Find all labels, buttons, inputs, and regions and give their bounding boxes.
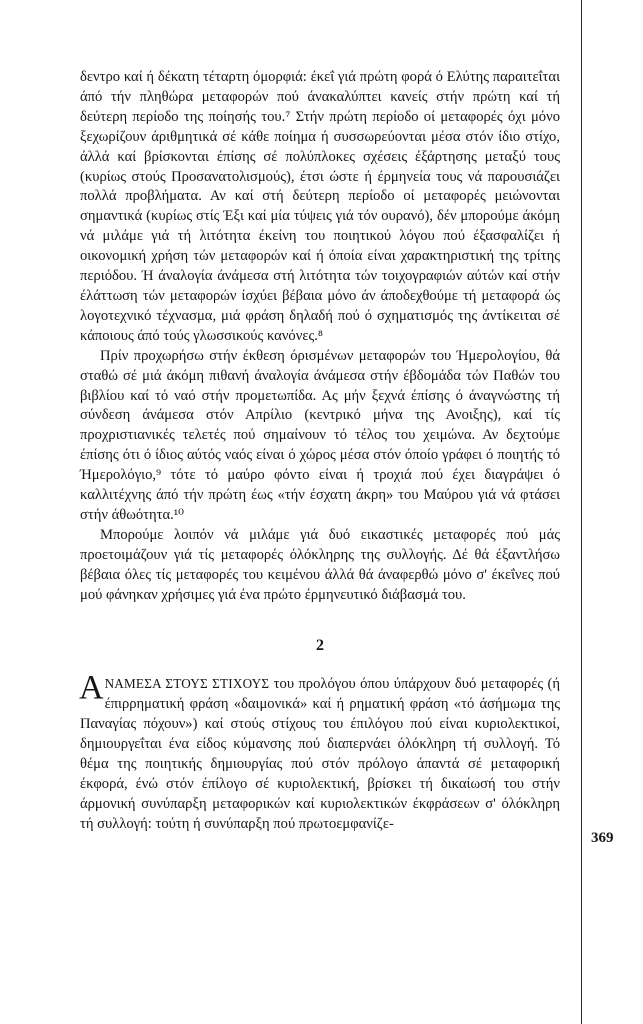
text-column	[80, 68, 560, 835]
paragraph-3: Μπορούμε λοιπόν νά μιλάμε γιά δυό εικαστικές μεταφορές πού μάς προετοιμάζουν γιά τίς μεταφορές όλόκληρης της συλλογής. Δέ θά έξαντλήσω βέβαια όλες τίς μεταφορές του κειμένου άλλά θά άναφερθώ μόνο σ' έκεΐνες πού μού φάνηκαν χρήσιμες γιά ένα πρώτο έρμηνευτικό διάβασμά του.	[80, 526, 560, 603]
page-number: 369	[591, 830, 614, 846]
paragraph-2: Πρίν προχωρήσω στήν έκθεση όρισμένων μεταφορών του Ήμερολογίου, θά σταθώ σέ μιά άκόμη πιθανή άναλογία άνάμεσα στήν έβδομάδα τών Παθών του βιβλίου καί τό ναό στήν προμετωπίδα. Ας μήν ξεχνά έπίσης ό άναγνώστης τή σύνδεση άνάμεσα στόν Απρίλιο (κεντρικό μήνα της Ανοιξης), καί τίς προχριστιανικές τελετές πού σημαίνουν τό τέλος του χειμώνα. Αν δεχτούμε έπίσης ότι ό ίδιος αύτός ναός είναι ό χώρος μέσα στόν όποίο γράφει ό ποιητής τό Ήμερολόγιο,⁹ τότε τό μαύρο φόντο είναι ή τροχιά πού έχει διαγράψει ό καλλιτέχνης άπό τήν πρώτη έως «τήν έσχατη άκρη» του Μαύρου γιά νά φτάσει στήν άθωότητα.¹⁰	[80, 347, 560, 523]
drop-cap: Α	[79, 669, 104, 707]
small-caps-lead: ΝΑΜΕΣΑ ΣΤΟΥΣ ΣΤΙΧΟΥΣ	[104, 676, 270, 692]
margin-rule	[581, 0, 582, 1024]
paragraph-1: δεντρο καί ή δέκατη τέταρτη όμορφιά: έκεΐ γιά πρώτη φορά ό Ελύτης παραιτεΐται άπό τήν πληθώρα μεταφορών πού άνακαλύπτει κανείς στήν πρώτη καί τή δεύτερη περίοδο της ποίησής του.⁷ Στήν πρώτη περίοδο οί μεταφορές όχι μόνο ξεχωρίζουν άριθμητικά σέ κάθε ποίημα ή συσσωρεύονται μέσα στόν ίδιο στίχο, άλλά καί βρίσκονται έπίσης σέ πολύπλοκες σχέσεις έξάρτησης μεταξύ τους (κυρίως στούς Προσανατολισμούς), έτσι ώστε ή έρμηνεία τους νά παρουσιάζει πολλά προβλήματα. Αν καί στή δεύτερη περίοδο οί μεταφορές μειώνονται σημαντικά (κυρίως στίς Έξι καί μία τύψεις γιά τόν ουρανό), δέν μπορούμε άκόμη νά μιλάμε γιά τή λιτότητα έκείνη του ποιητικού λόγου πού έξασφαλίζει ή οικονομική χρήση τών μεταφορών καί ή όποία είναι χαρακτηριστική της τρίτης περιόδου. Ή άναλογία άνάμεσα στή λιτότητα τών τοιχογραφιών αύτών καί στήν έλάττωση τών μεταφορών ίσχύει βέβαια μόνο άν άποδεχθούμε τή μεταφορά ώς λογοτεχνικό τέχνασμα, μιά φράση δηλαδή πού ό σχηματισμός της άντίκειται σέ κάποιους άπό τούς γλωσσικούς κανόνες.⁸	[80, 69, 560, 344]
section-heading: 2	[316, 637, 324, 655]
paragraph-4	[79, 669, 561, 834]
paragraph-4-body: του προλόγου όπου ύπάρχουν δυό μεταφορές (ή έπιρρηματική φράση «δαιμονικά» καί ή ρηματική φράση «τό άσήμωμα της Παναγίας πόχουν») καί στούς στίχους του έπιλόγου πού είναι κυριολεκτικοί, δημιουργεΐται ένα είδος κύμανσης πού διαπερνάει όλόκληρη τή συλλογή. Τό θέμα της ποιητικής δημιουργίας πού στόν πρόλογο άπαντά σέ μεταφορική έκφορά, ένώ στόν έπίλογο σέ κυριολεκτική, βρίσκει τή δικαίωσή του στήν άρμονική συνύπαρξη μεταφορικών καί κυριολεκτικών έκφράσεων σ' όλόκληρη τή συλλογή: τούτη ή συνύπαρξη πού πρωτοεμφανίζε-	[80, 676, 561, 832]
